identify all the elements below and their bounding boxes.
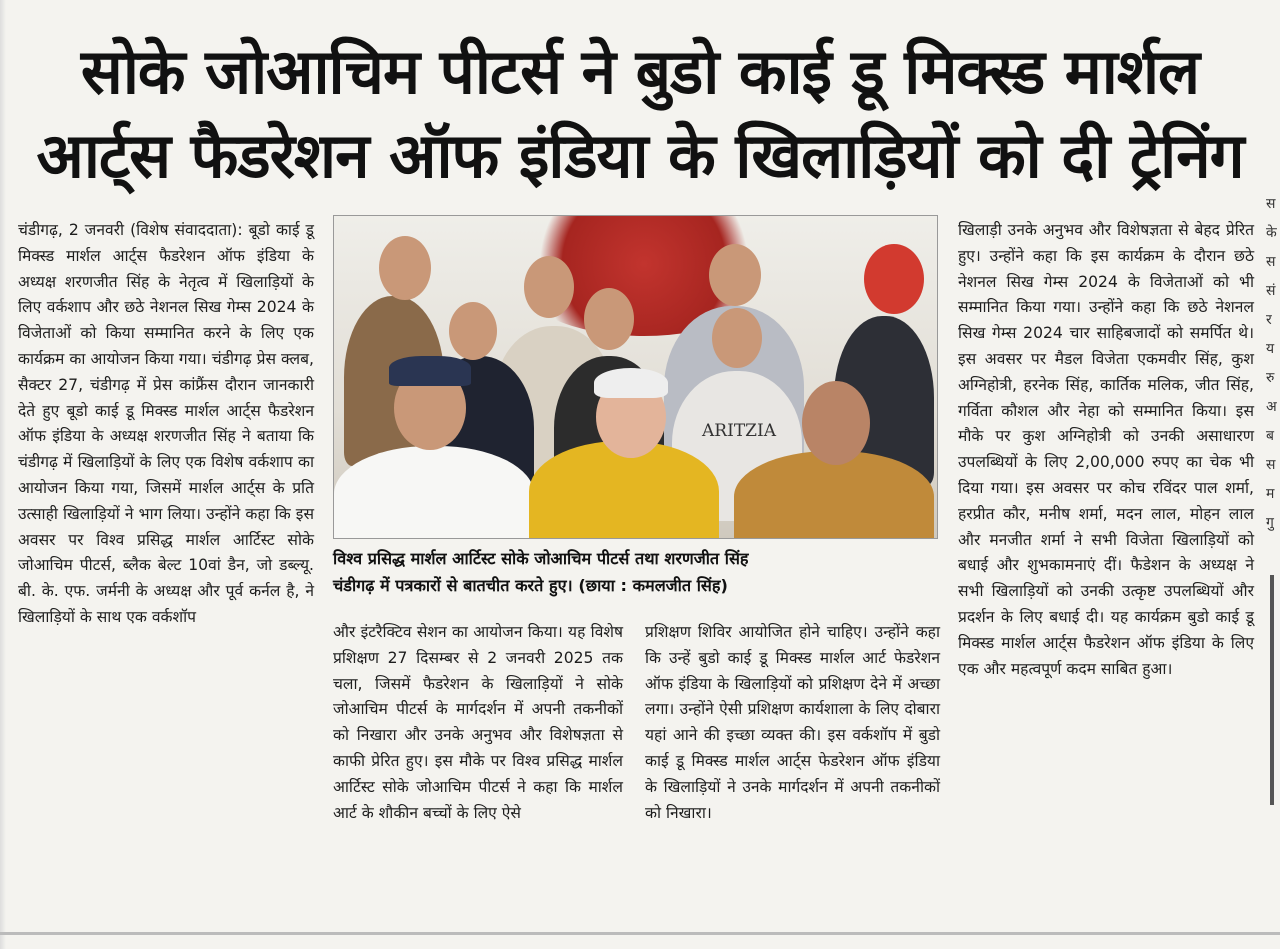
- article-column-2: और इंटरैक्टिव सेशन का आयोजन किया। यह विशेष प्रशिक्षण 27 दिसम्बर से 2 जनवरी 2025 तक चला, जिसमें फैडरेशन के खिलाड़ियों ने सोके जोआचिम पीटर्स के मार्गदर्शन में अपनी तकनीकों को निखारा और उनके अनुभव और विशेषज्ञता से काफी प्रेरित हुए। इस मौके पर विश्व प्रसिद्ध मार्शल आर्टिस्ट सोके जोआचिम पीटर्स ने कहा कि मार्शल आर्ट के शौकीन बच्चों के लिए ऐसे: [333, 623, 623, 822]
- article-column-4: खिलाड़ी उनके अनुभव और विशेषज्ञता से बेहद प्रेरित हुए। उन्होंने कहा कि इस कार्यक्रम के दौरान छठे नेशनल सिख गेम्स 2024 के विजेताओं को भी सम्मानित किया गया। उन्होंने कहा कि छठे नेशनल सिख गेम्स 2024 चार साहिबजादों को समर्पित थे। इस अवसर पर मैडल विजेता एकमवीर सिंह, कुश अग्निहोत्री, हरनेक सिंह, कार्तिक मलिक, जीत सिंह, गर्विता कौशल और नेहा को सम्मानित किया। इस मौके पर कुश अग्निहोत्री को उनकी असाधारण उपलब्धियों के लिए 2,00,000 रुपए का चेक भी दिया गया। इस अवसर पर कोच रविंदर पाल शर्मा, हरप्रीत कौर, मनीष शर्मा, मदन लाल, मोहन लाल और मनजीत शर्मा ने सभी विजेता खिलाड़ियों को बधाई और शुभकामनाएं दीं। फैडेशन के अध्यक्ष ने सभी खिलाड़ियों को उनकी उत्कृष्ट उपलब्धियों और प्रदर्शन के लिए बधाई दी। यह कार्यक्रम बुडो काई डू मिक्स्ड मार्शल आर्ट्स फैडरेशन ऑफ इंडिया के लिए एक और महत्वपूर्ण कदम साबित हुआ।: [958, 221, 1254, 678]
- photo-caption: [333, 545, 943, 599]
- headline-line-2: आर्ट्स फैडरेशन ऑफ इंडिया के खिलाड़ियों को दी ट्रेनिंग: [36, 119, 1244, 192]
- photo-person-head: [584, 288, 634, 350]
- photo-person-head: [802, 381, 870, 465]
- page-edge-shadow: [0, 0, 6, 949]
- photo-person-cap: [389, 356, 471, 386]
- sweatshirt-print: ARITZIA: [702, 421, 776, 441]
- photo-person-head: [864, 244, 924, 314]
- photo-person-head: [449, 302, 497, 360]
- photo-person-head: [379, 236, 431, 300]
- article-column-3: प्रशिक्षण शिविर आयोजित होने चाहिए। उन्होंने कहा कि उन्हें बुडो काई डू मिक्स्ड मार्शल आर्ट फेडरेशन ऑफ इंडिया के खिलाड़ियों को प्रशिक्षण देने में अच्छा लगा। उन्होंने ऐसी प्रशिक्षण कार्यशाला के लिए दोबारा यहां आने की इच्छा व्यक्त की। इस वर्कशॉप में बुडो काई डू मिक्स्ड मार्शल आर्ट्स फेडरेशन ऑफ इंडिया के खिलाड़ियों ने उनके मार्गदर्शन में अपनी तकनीकों को निखारा।: [645, 623, 940, 822]
- headline: [20, 30, 1260, 198]
- headline-line-1: सोके जोआचिम पीटर्स ने बुडो काई डू मिक्स्ड मार्शल: [80, 35, 1200, 108]
- photo-person-head: [709, 244, 761, 306]
- article-column-1: चंडीगढ़, 2 जनवरी (विशेष संवाददाता): बूडो काई डू मिक्स्ड मार्शल आर्ट्स फैडरेशन ऑफ इंडिया के अध्यक्ष शरणजीत सिंह के नेतृत्व में खिलाड़ियों के लिए वर्कशाप और छठे नेशनल सिख गेम्स 2024 के विजेताओं को किया सम्मानित करने के लिए एक कार्यक्रम का आयोजन किया गया। चंडीगढ़ प्रेस क्लब, सैक्टर 27, चंडीगढ़ में प्रेस कांफ्रैंस दौरान जानकारी देते हुए बूडो काई डू मिक्स्ड मार्शल आर्ट्स फैडरेशन ऑफ इंडिया के अध्यक्ष शरणजीत सिंह ने बताया कि चंडीगढ़ में खिलाड़ियों के लिए एक विशेष वर्कशाप का आयोजन किया गया, जिसमें मार्शल आर्ट्स के प्रति उत्साही खिलाड़ियों ने भाग लिया। उन्होंने कहा कि इस अवसर पर विश्व प्रसिद्ध मार्शल आर्टिस्ट सोके जोआचिम पीटर्स, ब्लैक बेल्ट 10वां डैन, जो डब्ल्यू. बी. के. एफ. जर्मनी के अध्यक्ष और पूर्व कर्नल है, ने खिलाड़ियों के साथ एक वर्कशॉप: [18, 221, 314, 626]
- column-rule: [1270, 575, 1274, 805]
- photo-caption-line-2: चंडीगढ़ में पत्रकारों से बातचीत करते हुए। (छाया : कमलजीत सिंह): [333, 576, 728, 595]
- adjacent-article-fragment: स के स सं र य रु अ ब स म गु: [1266, 196, 1277, 531]
- photo-person-hair: [594, 368, 668, 398]
- photo-caption-line-1: विश्व प्रसिद्ध मार्शल आर्टिस्ट सोके जोआचिम पीटर्स तथा शरणजीत सिंह: [333, 549, 749, 568]
- photo-person-head: [524, 256, 574, 318]
- page-bottom-rule: [0, 932, 1280, 935]
- photo-person: [334, 446, 534, 539]
- photo-person-head: [712, 308, 762, 368]
- news-photo: [333, 215, 938, 539]
